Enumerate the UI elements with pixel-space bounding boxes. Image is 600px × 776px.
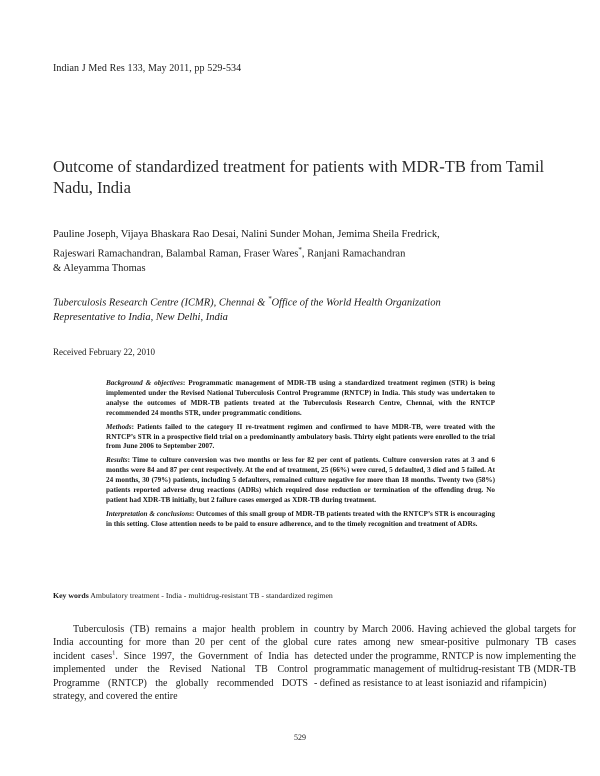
- affiliation-line-1: [53, 292, 563, 311]
- citation-marker: 1: [112, 649, 116, 657]
- body-left-start: Tuberculosis (TB) remains a major health problem in India accounting for more than 20 per cent of the global incident cases: [53, 624, 308, 662]
- abstract-background: [106, 379, 495, 419]
- author-line-1: Pauline Joseph, Vijaya Bhaskara Rao Desai, Nalini Sunder Mohan, Jemima Sheila Fredrick,: [53, 229, 440, 240]
- affiliation-marker: *: [267, 295, 272, 303]
- author-line-3: & Aleyamma Thomas: [53, 262, 146, 274]
- abstract-results-text: : Time to culture conversion was two months or less for 82 per cent of patients. Culture conversion rates at 3 and 6 months were 84 and 87 per cent respectively. At the end of treatment, 25 (66%) were cured, 5 defaulted, 3 died and 5 failed. At 24 months, 30 (79%) patients, including 5 defaulters, remained culture negative for more than 18 months. Twenty two (58%) patients reported adverse drug reactions (ADRs) which required dose reduction or termination of the offending drug. No patient had XDR-TB initially, but 2 failure cases emerged as XDR-TB during treatment.: [106, 456, 495, 504]
- abstract: [106, 379, 495, 534]
- received-date: Received February 22, 2010: [53, 347, 155, 357]
- page-number: 529: [294, 733, 306, 742]
- abstract-methods: [106, 423, 495, 453]
- keywords-text: Ambulatory treatment - India - multidrug-resistant TB - standardized regimen: [88, 591, 333, 600]
- author-line-2-end: , Ranjani Ramachandran: [301, 248, 406, 259]
- abstract-background-text: : Programmatic management of MDR-TB using a standardized treatment regimen (STR) is being implemented under the Revised National Tuberculosis Control Programme (RNTCP) in India. This study was undertaken to analyse the outcomes of MDR-TB patients treated at the Tuberculosis Research Centre, Chennai, with the RNTCP recommended 24 months STR, under programmatic conditions.: [106, 379, 495, 417]
- body-left-end: . Since 1997, the Government of India has implemented under the Revised National TB Control Programme (RNTCP) the globally recommended DOTS strategy, and covered the entire: [53, 650, 308, 703]
- abstract-methods-text: : Patients failed to the category II re-treatment regimen and confirmed to have MDR-TB, were treated with the RNTCP’s STR in a prospective field trial on a predominantly ambulatory basis. Thirty eight patients were enrolled to the trial from June 2006 to September 2007.: [106, 422, 495, 451]
- author-list: [53, 228, 563, 276]
- affiliation-start: Tuberculosis Research Centre (ICMR), Chennai &: [53, 297, 268, 309]
- keywords-label: Key words: [53, 591, 89, 600]
- article-title: Outcome of standardized treatment for patients with MDR-TB from Tamil Nadu, India: [53, 157, 545, 197]
- abstract-results-heading: Results: [106, 456, 128, 465]
- author-footnote-marker: *: [298, 245, 302, 254]
- body-column-left: [53, 623, 308, 703]
- abstract-results: [106, 456, 495, 506]
- journal-reference: Indian J Med Res 133, May 2011, pp 529-534: [53, 63, 242, 74]
- abstract-interpretation: [106, 510, 495, 530]
- affiliation: [53, 292, 563, 326]
- abstract-methods-heading: Methods: [106, 422, 132, 431]
- affiliation-line-2: Representative to India, New Delhi, India: [53, 312, 228, 323]
- keywords: [53, 591, 333, 600]
- author-line-2: [53, 243, 563, 262]
- author-line-2-start: Rajeswari Ramachandran, Balambal Raman, Fraser Wares: [53, 248, 299, 259]
- abstract-interpretation-heading: Interpretation & conclusions: [106, 509, 192, 518]
- abstract-interpretation-text: : Outcomes of this small group of MDR-TB patients treated with the RNTCP’s STR is encouraging in this setting. Close attention needs to be paid to ensure adherence, and to the timely recognition and treatment of ADRs.: [106, 509, 496, 528]
- abstract-background-heading: Background & objectives: [106, 379, 183, 387]
- affiliation-end: Office of the World Health Organization: [271, 297, 441, 309]
- body-column-right: country by March 2006. Having achieved the global targets for cure rates among new smear-positive pulmonary TB cases detected under the programme, RNTCP is now implementing the programmatic management of multidrug-resistant TB (MDR-TB - defined as resistance to at least isoniazid and rifampicin): [314, 624, 576, 689]
